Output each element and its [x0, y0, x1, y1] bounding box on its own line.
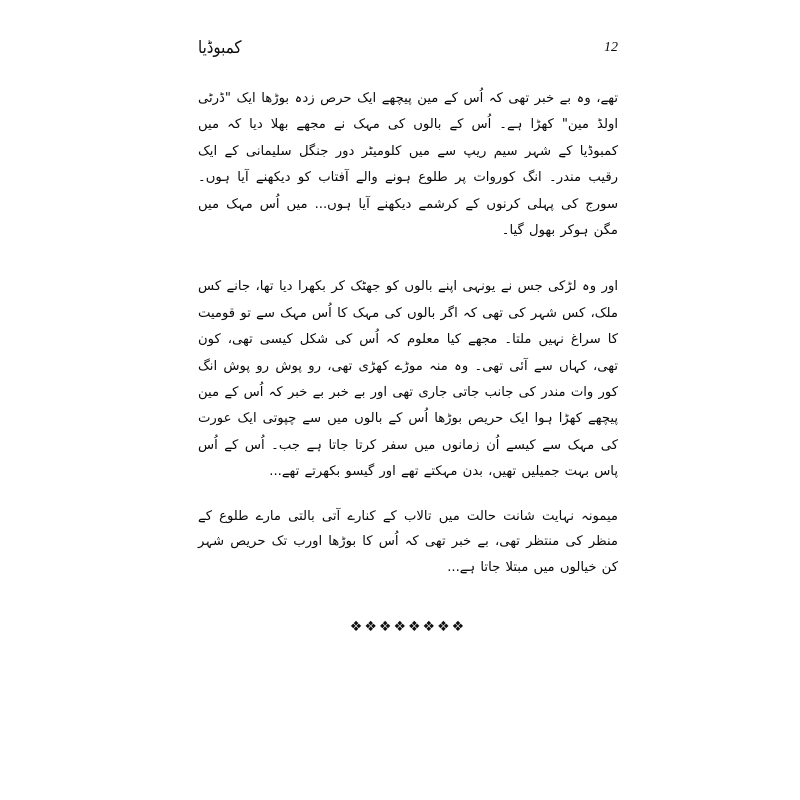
page-content: [198, 38, 618, 635]
page-number: 12: [604, 40, 618, 55]
body-paragraph: اور وہ لڑکی جس نے یونہی اپنے بالوں کو جھٹک کر بکھرا دیا تھا، جانے کس ملک، کس شہر کی تھی کہ اگر بالوں کی مہک کا اُس مہک سے تو قومیت کا سراغ نہیں ملتا۔ مجھے کیا معلوم کہ اُس کی شکل کیسی تھی، کون تھی، کہاں سے آئی تھی۔ وہ منہ موڑے کھڑی تھی، رو پوش رو پوش انگ کور وات مندر کی جانب جاتی جاری تھی اور بے خبر بے خبر کہ اُس کے مین پیچھے کھڑا ہوا ایک حریص بوڑھا اُس کے بالوں میں سے چپوتی ایک عورت کی مہک سے کیسے اُن زمانوں میں سفر کرتا جاتا ہے جب۔ اُس کے اُس پاس بہت جمیلیں تھیں، بدن مہکتے تھے اور گیسو بکھرتے تھے...: [198, 279, 618, 480]
page-header: [198, 38, 618, 72]
section-divider-ornament: [198, 619, 618, 635]
body-paragraph: میمونہ نہایت شانت حالت میں تالاب کے کنارے آتی بالتی مارے طلوع کے منظر کی منتظر تھی، بے خبر تھی کہ اُس کا بوڑھا اورب تک حریص شہر کن خیالوں میں مبتلا جاتا ہے...: [198, 508, 618, 576]
book-title: کمبوڈیا: [198, 36, 242, 58]
body-paragraph: تھے، وہ بے خبر تھی کہ اُس کے مین پیچھے ایک حرص زدہ بوڑھا ایک "ڈرٹی اولڈ مین" کھڑا ہے۔ اُس کے بالوں کی مہک نے مجھے بھلا دیا کہ میں کمبوڈیا کے شہر سیم ریپ سے میں کلومیٹر دور جنگل سلیمانی کے ایک رقیب مندر۔ انگ کوروات پر طلوع ہونے والے آفتاب کو دیکھنے آیا ہوں۔ سورج کی پہلی کرنوں کے کرشمے دیکھنے آیا ہوں... میں اُس مہک میں مگن ہوکر بھول گیا۔: [198, 91, 618, 239]
ornament-glyphs: ❖❖❖❖❖❖❖❖: [349, 618, 467, 635]
